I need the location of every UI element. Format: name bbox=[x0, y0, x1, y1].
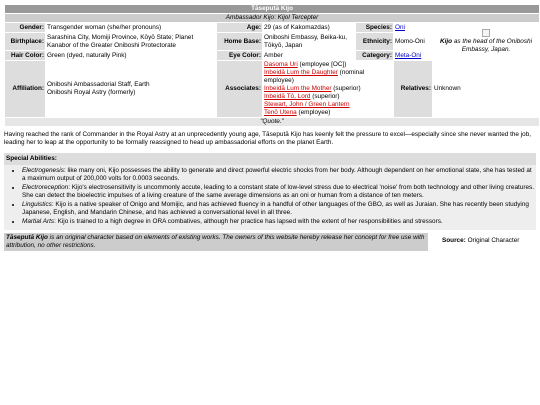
species-link[interactable]: Oni bbox=[395, 23, 405, 31]
associate-link[interactable]: Inbeidā Lum the Daughter bbox=[264, 69, 338, 76]
associates-list bbox=[263, 61, 393, 117]
hair-value: Green (dyed, naturally Pink) bbox=[46, 51, 216, 60]
footer bbox=[4, 233, 536, 251]
associate-item bbox=[264, 61, 392, 69]
ability-item bbox=[22, 184, 534, 200]
associate-note: (nominal employee) bbox=[264, 69, 365, 84]
ethnicity-value: Momo-Oni bbox=[394, 33, 432, 50]
associate-item bbox=[264, 101, 392, 109]
affiliation-line: Oniboshi Royal Astry (formerly) bbox=[47, 89, 136, 96]
abilities-list bbox=[6, 167, 534, 226]
hair-label: Hair Color: bbox=[5, 51, 45, 60]
associate-link[interactable]: Stewart, John / Green Lantern bbox=[264, 101, 350, 108]
portrait-cell bbox=[433, 23, 539, 60]
gender-value: Transgender woman (she/her pronouns) bbox=[46, 23, 216, 32]
subtitle-role: Ambassador Kijo bbox=[225, 14, 275, 21]
gender-label: Gender: bbox=[5, 23, 45, 32]
category-value bbox=[394, 51, 432, 60]
associate-note: (employee [OC]) bbox=[297, 61, 347, 68]
license-note bbox=[4, 233, 428, 251]
species-value bbox=[394, 23, 432, 32]
age-label: Age: bbox=[217, 23, 262, 32]
age-value: 29 (as of Kakomazdas) bbox=[263, 23, 355, 32]
portrait-image bbox=[482, 29, 490, 37]
character-infobox bbox=[4, 4, 536, 251]
relatives-value: Unknown bbox=[433, 61, 539, 117]
source-label: Source: bbox=[442, 237, 466, 244]
eye-label: Eye Color: bbox=[217, 51, 262, 60]
ability-term: Electroreception bbox=[22, 184, 69, 191]
ability-text: : like many oni, Kijo possesses the ability to generate and direct powerful electric shocks from her body. Although dependent on her emotional state, she has tested at a maximum output of 200,000 volts for 0.0003 seconds. bbox=[22, 167, 532, 182]
associate-item bbox=[264, 69, 392, 85]
ability-item bbox=[22, 218, 534, 226]
character-quote: "Quote." bbox=[5, 118, 539, 126]
abilities-heading: Special Abilities: bbox=[4, 153, 536, 165]
ability-item bbox=[22, 167, 534, 183]
eye-value: Amber bbox=[263, 51, 355, 60]
associate-item bbox=[264, 93, 392, 101]
homebase-value: Oniboshi Embassy, Beika-ku, Tōkyō, Japan bbox=[263, 33, 355, 50]
associate-link[interactable]: Tenō Utena bbox=[264, 109, 297, 116]
character-subtitle: Ambassador Kijo: Kijol Tercepter bbox=[5, 14, 539, 22]
ability-text: : Kijo is a native speaker of Onigo and Momijic, and has achieved fluency in a handful of other languages of the GBO, as well as Juraian. She has recently been studying Japanese, English, and Mandarin Chinese, and has achieved a conversational level in all three. bbox=[22, 201, 529, 216]
subtitle-name: Kijol Tercepter bbox=[277, 14, 319, 21]
affiliation-value bbox=[46, 61, 216, 117]
abilities-section bbox=[4, 165, 536, 230]
relatives-label: Relatives: bbox=[394, 61, 432, 117]
affiliation-label: Affiliation: bbox=[5, 61, 45, 117]
portrait-caption-name: Kijo bbox=[440, 37, 453, 45]
license-character-name: Tāseputā Kijo bbox=[6, 234, 48, 241]
birthplace-value: Sarashina City, Momiji Province, Kōyō State; Planet Kanabor of the Greater Oniboshi Protectorate bbox=[46, 33, 216, 50]
associate-link[interactable]: Dasoma Uri bbox=[264, 61, 298, 68]
associates-label: Associates: bbox=[217, 61, 262, 117]
associate-note: (superior) bbox=[310, 93, 340, 100]
associate-item bbox=[264, 85, 392, 93]
associate-link[interactable]: Inbeidā Tō, Lord bbox=[264, 93, 311, 100]
birthplace-label: Birthplace: bbox=[5, 33, 45, 50]
affiliation-line: Oniboshi Ambassadorial Staff, Earth bbox=[47, 81, 150, 88]
associate-note: (employee) bbox=[296, 109, 331, 116]
ability-term: Linguistics bbox=[22, 201, 52, 208]
ability-term: Electrogenesis bbox=[22, 167, 64, 174]
category-label: Category: bbox=[356, 51, 393, 60]
homebase-label: Home Base: bbox=[217, 33, 262, 50]
ability-term: Martial Arts bbox=[22, 218, 55, 225]
bio-paragraph: Having reached the rank of Commander in the Royal Astry at an unprecedently young age, Tāseputā Kijo has keenly felt the pressure to excel—especially since she never wanted the job, leading her to leap at the opportunity to be formally reassigned to head up ambassadorial efforts on the planet Earth. bbox=[4, 131, 532, 146]
portrait-caption: as the head of the Oniboshi Embassy, Japan. bbox=[452, 37, 533, 53]
infobox-table bbox=[4, 4, 540, 127]
character-title: Tāseputā Kijo bbox=[5, 5, 539, 13]
associate-link[interactable]: Inbeidā Lum the Mother bbox=[264, 85, 332, 92]
category-link[interactable]: Meta-Oni bbox=[395, 51, 422, 59]
ethnicity-label: Ethnicity: bbox=[356, 33, 393, 50]
ability-text: : Kijo's electrosensitivity is uncommonly accute, leading to a constant state of low-level stress due to electrical 'noise' from both technology and other living creatures. She can detect the bioelectric impulses of a living creature of the same average dimensions as an oni or human from a distance of ten meters. bbox=[22, 184, 534, 199]
associate-item bbox=[264, 109, 392, 117]
license-text: is an original character based on elements of existing works. The owners of this website hereby release her concept for free use with attribution, no other restrictions. bbox=[6, 234, 425, 249]
ability-item bbox=[22, 201, 534, 217]
source-value: Original Character bbox=[465, 237, 520, 244]
species-label: Species: bbox=[356, 23, 393, 32]
associate-note: (superior) bbox=[331, 85, 361, 92]
ability-text: : Kijo is trained to a high degree in ORA combatives, although her practice has lapsed with the extent of her responsibilities and stressors. bbox=[54, 218, 443, 225]
source-info bbox=[428, 233, 536, 251]
